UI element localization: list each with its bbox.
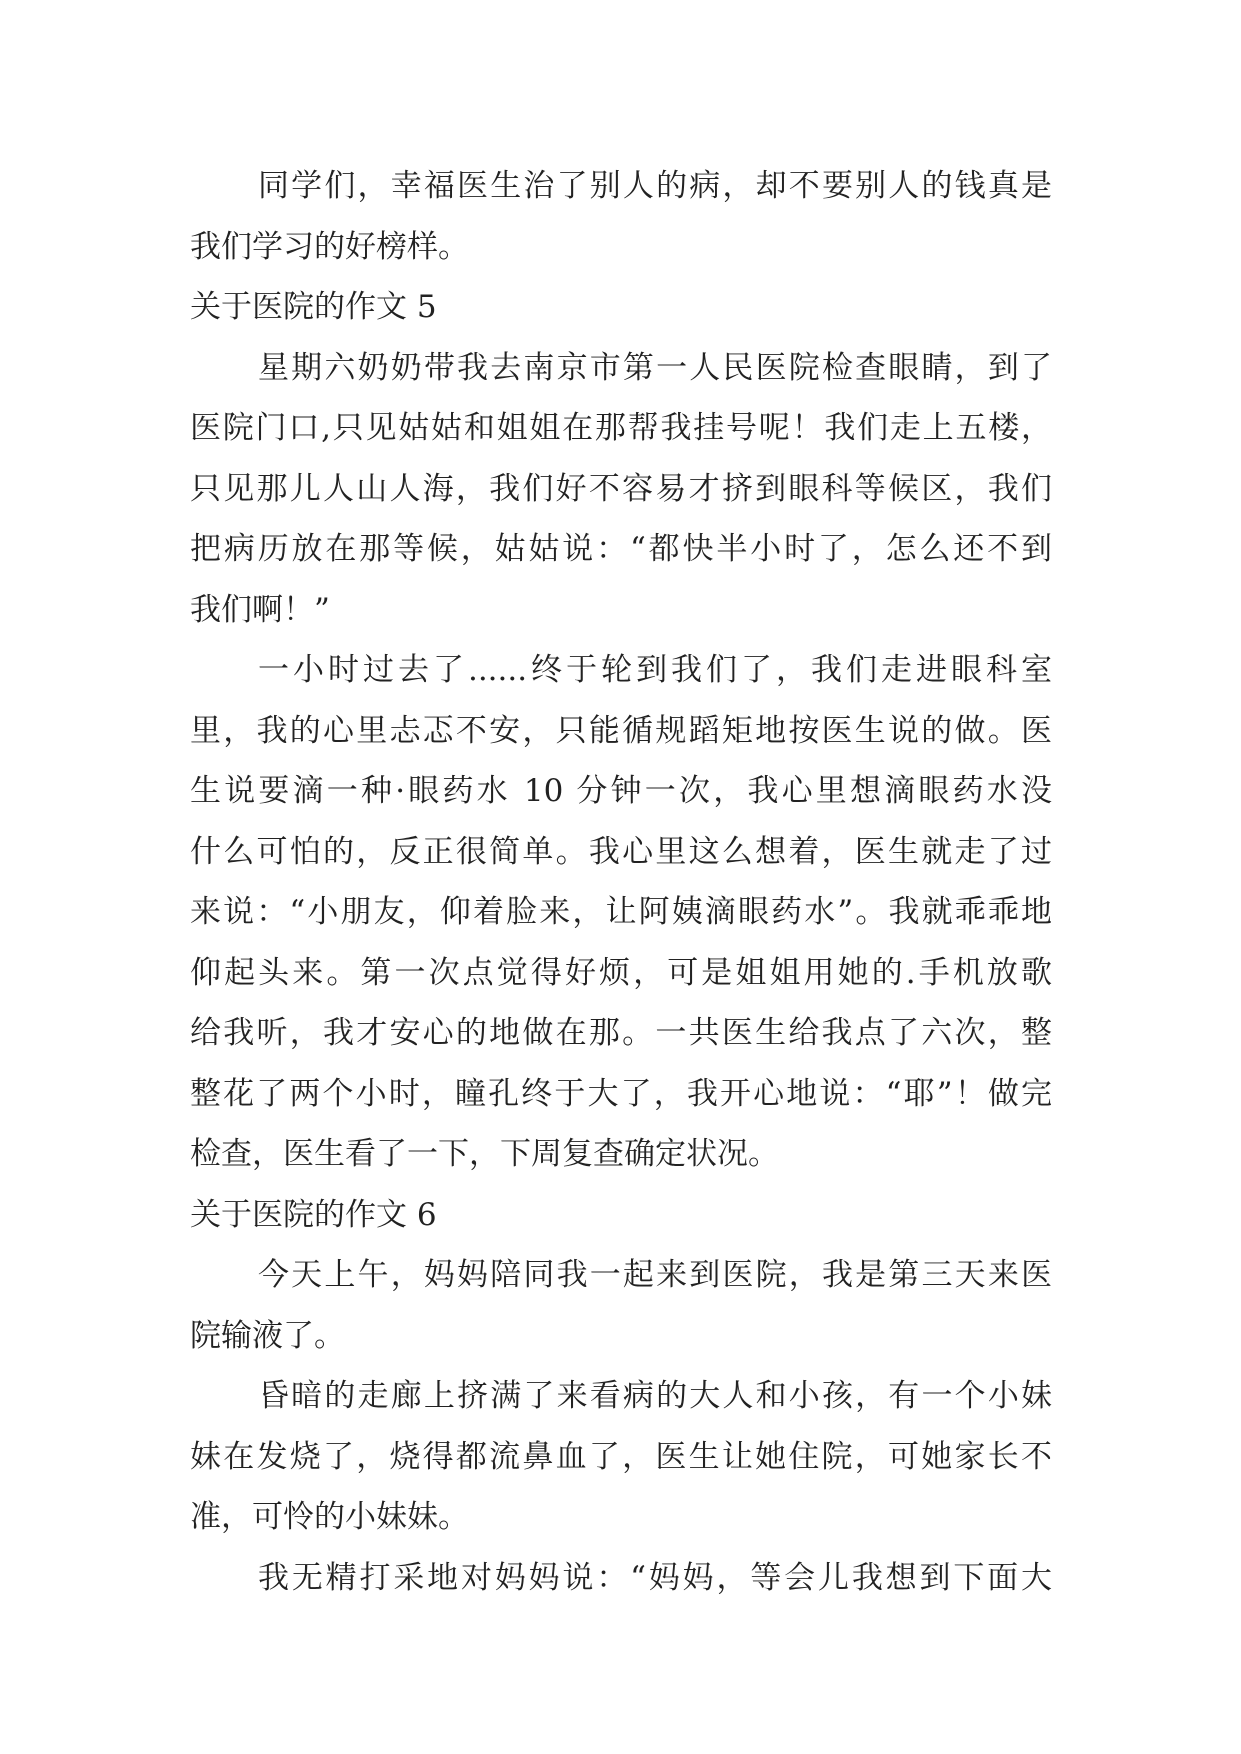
text-line: 医院门口,只见姑姑和姐姐在那帮我挂号呢！我们走上五楼， <box>190 410 1052 446</box>
paragraph <box>190 338 1052 641</box>
text-line: 我们学习的好榜样。 <box>190 228 469 265</box>
text-line: 什么可怕的，反正很简单。我心里这么想着，医生就走了过 <box>190 833 1052 870</box>
text-line: 给我听，我才安心的地做在那。一共医生给我点了六次，整 <box>190 1015 1052 1051</box>
text-line: 同学们，幸福医生治了别人的病，却不要别人的钱真是 <box>258 168 1052 204</box>
text-line: 妹在发烧了，烧得都流鼻血了，医生让她住院，可她家长不 <box>190 1438 1052 1475</box>
text-line: 今天上午，妈妈陪同我一起来到医院，我是第三天来医 <box>258 1257 1052 1293</box>
text-line: 整花了两个小时，瞳孔终于大了，我开心地说：“耶”！做完 <box>190 1075 1052 1112</box>
text-line: 检查，医生看了一下，下周复查确定状况。 <box>190 1136 779 1172</box>
text-line: 我无精打采地对妈妈说：“妈妈，等会儿我想到下面大 <box>258 1559 1052 1596</box>
text-line: 院输液了。 <box>190 1317 345 1354</box>
paragraph <box>190 1245 1052 1366</box>
text-line: 来说：“小朋友，仰着脸来，让阿姨滴眼药水”。我就乖乖地 <box>190 894 1052 930</box>
paragraph <box>190 1548 1052 1609</box>
document-body <box>190 156 1052 1608</box>
text-line: 仰起头来。第一次点觉得好烦，可是姐姐用她的.手机放歌 <box>190 954 1052 991</box>
text-line: 星期六奶奶带我去南京市第一人民医院检查眼睛，到了 <box>258 349 1052 386</box>
text-line: 准，可怜的小妹妹。 <box>190 1499 469 1535</box>
text-line: 只见那儿人山人海，我们好不容易才挤到眼科等候区，我们 <box>190 470 1052 507</box>
section-heading: 关于医院的作文 6 <box>190 1196 437 1233</box>
text-line: 把病历放在那等候，姑姑说：“都快半小时了，怎么还不到 <box>190 531 1052 567</box>
text-line: 里，我的心里忐忑不安，只能循规蹈矩地按医生说的做。医 <box>190 712 1052 749</box>
paragraph <box>190 1366 1052 1548</box>
text-line: 昏暗的走廊上挤满了来看病的大人和小孩，有一个小妹 <box>258 1378 1052 1414</box>
section-heading: 关于医院的作文 5 <box>190 289 437 325</box>
text-line: 生说要滴一种·眼药水 10 分钟一次，我心里想滴眼药水没 <box>190 773 1052 809</box>
paragraph <box>190 156 1052 277</box>
paragraph <box>190 640 1052 1185</box>
text-line: 一小时过去了......终于轮到我们了，我们走进眼科室 <box>258 652 1052 688</box>
text-line: 我们啊！” <box>190 591 330 628</box>
